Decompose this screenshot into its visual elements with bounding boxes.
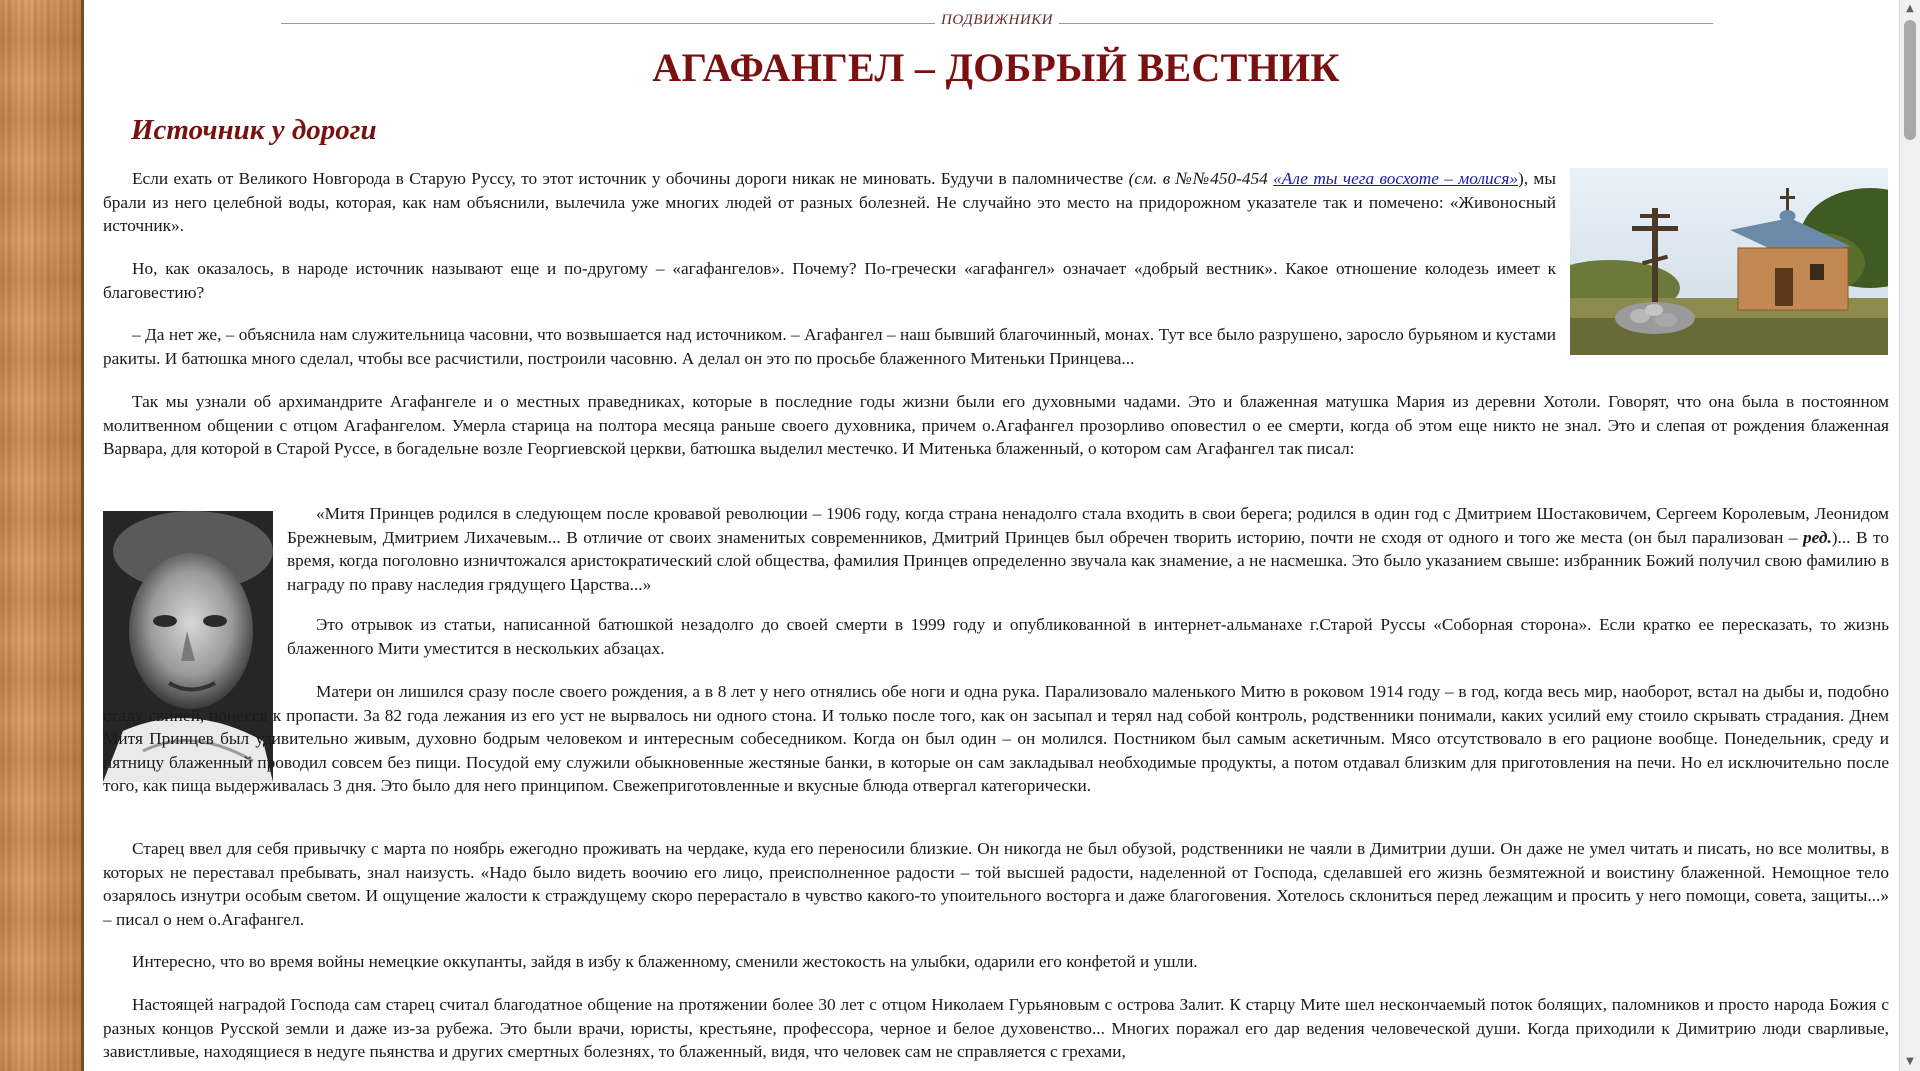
scroll-down-arrow-icon[interactable]: ▼ <box>1906 1056 1914 1067</box>
paragraph-1-text-a: Если ехать от Великого Новгорода в Старую Руссу, то этот источник у обочины дороги никак не миновать. Будучи в паломничестве <box>132 169 1129 188</box>
paragraph-1 <box>103 167 1556 238</box>
paragraph-5-quote <box>287 502 1889 596</box>
chapel-photo <box>1570 168 1888 355</box>
wood-sidebar-decoration <box>0 0 84 1071</box>
paragraph-1-text-b: ), мы брали из него целебной воды, которая, как нам объяснили, вылечила уже многих людей от разных болезней. Не случайно это место на придорожном указателе так и помечено: «Живоносный источник». <box>103 169 1556 235</box>
article-title: АГАФАНГЕЛ – ДОБРЫЙ ВЕСТНИК <box>652 45 1340 90</box>
paragraph-8: Старец ввел для себя привычку с марта по ноябрь ежегодно проживать на чердаке, куда его переносили близкие. Он никогда не был обузой, родственники не чаяли в Димитрии души. Он даже не умел читать и писать, но все молитвы, в которых не переставал пребывать, знал наизусть. «Надо было видеть воочию его лицо, преисполненное радости – той высшей радости, наделенной от Господа, сделавшей его жизнь безмятежной и воистину блаженной. Немощное тело озарялось изнутри особым светом. И ощущение жалости к страждущему скоро перерастало в чувство какого-то упоительного восторга и даже благоговения. Хотелось склониться перед лежащим и просить у него помощи, совета, защиты...» – писал о нем о.Агафангел. <box>103 839 1889 929</box>
vertical-scrollbar[interactable] <box>1899 0 1920 1071</box>
rubric-label: ПОДВИЖНИКИ <box>935 12 1059 29</box>
paragraph-9: Интересно, что во время войны немецкие оккупанты, зайдя в избу к блаженному, сменили жестокость на улыбки, одарили его конфетой и ушли. <box>132 952 1198 971</box>
paragraph-1-reference: (см. в №№450-454 <box>1128 169 1274 188</box>
paragraph-5-text-b: )... В то время, когда поголовно изничтожался аристократический слой общества, фамилия Принцев определенно звучала как знамение, а не насмешка. Это было указанием свыше: избранник Божий получил свою фамилию в награду по праву наследия грядущего Царства...» <box>287 527 1889 594</box>
link-ale-ty-chega[interactable]: «Але ты чега восхоте – молися» <box>1273 169 1518 188</box>
scrollbar-thumb[interactable] <box>1904 20 1916 140</box>
section-subtitle: Источник у дороги <box>131 114 377 146</box>
paragraph-4: Так мы узнали об архимандрите Агафангеле и о местных праведниках, которые в последние годы жизни были его духовными чадами. Это и блаженная матушка Мария из деревни Хотоли. Говорят, что она была в постоянном молитвенном общении с отцом Агафангелом. Умерла старица на полтора месяца раньше своего духовника, причем о.Агафангел прозорливо оповестил о ее смерти, когда об этом еще никто не знал. Это и слепая от рождения блаженная Варвара, для которой в Старой Руссе, в богадельне возле Георгиевской церкви, батюшка выделил местечко. И Митенька блаженный, о котором сам Агафангел так писал: <box>103 392 1889 458</box>
scroll-up-arrow-icon[interactable]: ▲ <box>1906 3 1914 14</box>
paragraph-10: Настоящей наградой Господа сам старец считал благодатное общение на протяжении более 30 лет с отцом Николаем Гурьяновым с острова Залит. К старцу Мите шел нескончаемый поток болящих, паломников и просто народа Божия с разных концов Русской земли и даже из-за рубежа. Это были врачи, юристы, крестьяне, профессора, черное и белое духовенство... Многих поражал его дар ведения человеческой души. Когда приходили к Димитрию люди сварливые, завистливые, находящиеся в недуге пьянства и других смертных болезнях, то блаженный, видя, что человек сам не справляется с грехами, <box>103 995 1889 1061</box>
paragraph-7: Матери он лишился сразу после своего рождения, а в 8 лет у него отнялись обе ноги и одна рука. Парализовало маленького Митю в роковом 1914 году – в год, когда весь мир, наоборот, встал на дыбы и, подобно стаду свиней, понесся к пропасти. За 82 года лежания из его уст не вырвалось ни одного стона. И только после того, как он засыпал и терял над собой контроль, родственники понимали, каких усилий ему стоило скрывать страдания. Днем Митя Принцев был удивительно живым, духовно бодрым человеком и интересным собеседником. Когда он был один – он молился. Постником был самым аскетичным. Мясо отсутствовало в его рационе вообще. Понедельник, среду и пятницу блаженный проводил совсем без пищи. Посудой ему служили обыкновенные жестяные банки, в которые он сам закладывал необходимые продукты, а потом отдавал близким для приготовления на печи. Но ел исключительно после того, как пища выдерживалась 3 дня. Это было для него принципом. Свежеприготовленные и вкусные блюда отвергал категорически. <box>103 682 1889 795</box>
rubric-header <box>281 11 1713 29</box>
paragraph-6: Это отрывок из статьи, написанной батюшкой незадолго до своей смерти в 1999 году и опубликованной в интернет-альманахе г.Старой Руссы «Соборная сторона». Если кратко ее пересказать, то жизнь блаженного Мити уместится в нескольких абзацах. <box>287 615 1889 658</box>
article-page <box>103 0 1889 1071</box>
paragraph-2: Но, как оказалось, в народе источник называют еще и по-другому – «агафангелов». Почему? По-гречески «агафангел» означает «добрый вестник». Какое отношение колодезь имеет к благовестию? <box>103 259 1556 302</box>
paragraph-3: – Да нет же, – объяснила нам служительница часовни, что возвышается над источником. – Агафангел – наш бывший благочинный, монах. Тут все было разрушено, заросло бурьяном и кустами ракиты. И батюшка много сделал, чтобы все расчистили, построили часовню. А делал он это по просьбе блаженного Митеньки Принцева... <box>103 325 1556 368</box>
chapel-photo-illustration <box>1570 168 1888 355</box>
paragraph-5-editor-note: ред. <box>1803 527 1832 547</box>
paragraph-5-text-a: «Митя Принцев родился в следующем после кровавой революции – 1906 году, когда страна ненадолго стала входить в свои берега; родился в один год с Дмитрием Шостаковичем, Сергеем Королевым, Леонидом Брежневым, Дмитрием Лихачевым... В отличие от своих знаменитых современников, Дмитрий Принцев был обречен творить историю, почти не сходя от одного и того же места (он был парализован – <box>287 504 1889 547</box>
